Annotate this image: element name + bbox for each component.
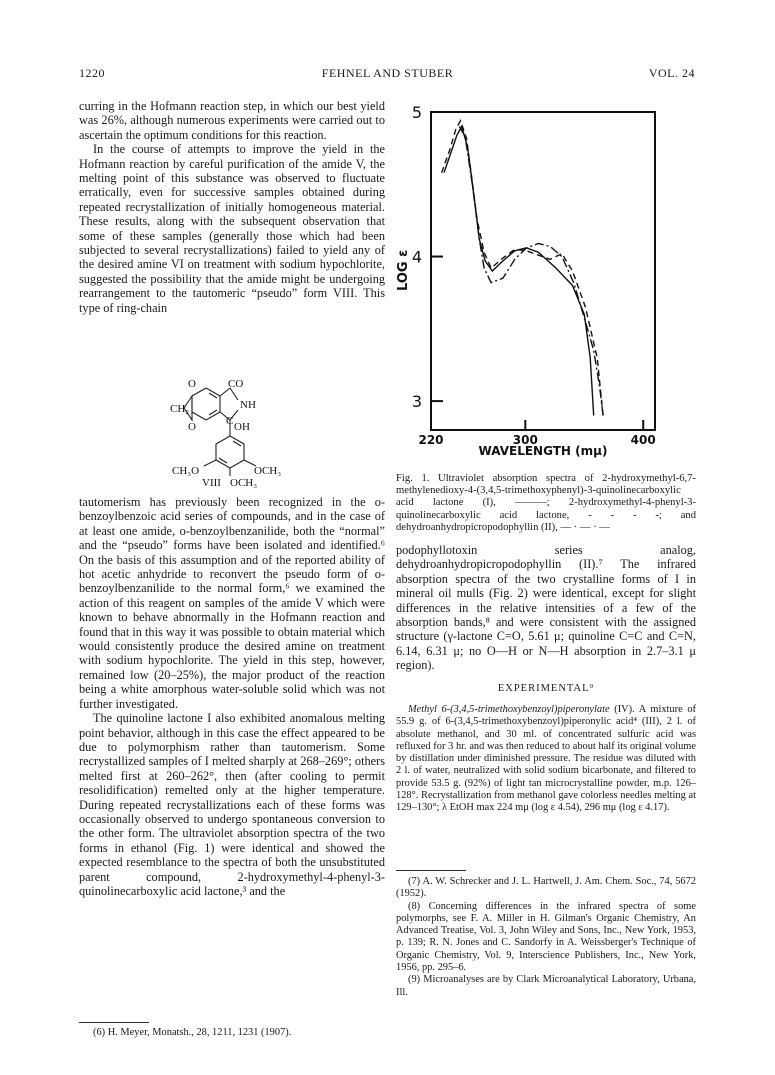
footnote-rule <box>79 1022 149 1023</box>
footnote-9: (9) Microanalyses are by Clark Microanalytical Laboratory, Urbana, Ill. <box>396 974 696 998</box>
footnote-rule <box>396 870 466 871</box>
label-oh: OH <box>234 421 250 433</box>
x-tick-label: 300 <box>512 433 538 447</box>
series-line-dashed <box>442 121 603 416</box>
series-line-solid <box>444 127 594 416</box>
experimental-text <box>396 704 696 815</box>
volume-number: VOL. 24 <box>648 66 695 80</box>
footnotes-right <box>396 876 696 999</box>
paragraph: tautomerism has previously been recognized in the o-benzoylbenzoic acid series of compounds, and in the case of at least one amide, o-benzoylbenzanilide, both the “normal” and the “pseudo” forms have been isolated and identified.⁶ On the basis of this assumption and of the reported ability of hot acetic anhydride to reconvert the pseudo form of o-benzoylbenzanilide to the normal form,⁶ we examined the action of this reagent on samples of the amide V which were known to behave abnormally in the Hofmann reaction and found that in this way it was possible to obtain material which would consistently produce the desired amine on treatment with sodium hypochlorite. The yield in this step, however, remained low (20–25%), the major product of the reaction being a white amorphous water-soluble solid which was not further investigated. <box>79 495 385 711</box>
paragraph: podophyllotoxin series analog, dehydroanhydropicropodophyllin (II).⁷ The infrared absorption spectra of the two crystalline forms of I in mineral oil mulls (Fig. 2) were identical, except for slight differences in the relative intensities of a few of the absorption bands,⁸ and were consistent with the assigned structure (γ-lactone C=O, 5.61 μ; quinoline C=C and C=N, 6.14, 6.31 μ; no O—H or N—H absorption in 2.7–3.1 μ region). <box>396 543 696 673</box>
experimental-heading: EXPERIMENTAL⁹ <box>497 683 595 694</box>
label-o-top: O <box>188 378 196 390</box>
x-tick-label: 220 <box>418 433 444 447</box>
compound-label: VIII <box>202 477 221 489</box>
figure-1-chart <box>395 98 695 460</box>
compound-number: (IV). <box>609 704 635 715</box>
y-axis-label: LOG ε <box>396 249 411 291</box>
left-column-top <box>79 99 385 315</box>
label-och3-right: OCH₃ <box>254 465 282 477</box>
plot-frame <box>431 112 655 430</box>
right-column <box>396 543 696 673</box>
paragraph: In the course of attempts to improve the yield in the Hofmann reaction by careful purification of the amide V, the melting point of this substance was observed to fluctuate erratically, even for successive samples obtained during repeated recrystallization of initially homogeneous material. These results, along with the subsequent observation that some of these samples (generally those which had been subjected to several recrystallizations) failed to yield any of the desired amine VI on treatment with sodium hypochlorite, suggested the possibility that the amide might be undergoing rearrangement to the tautomeric “pseudo” form VIII. This type of ring-chain <box>79 142 385 315</box>
label-ch3o: CH₃O <box>172 465 200 477</box>
structure-viii <box>168 378 328 498</box>
paragraph: curring in the Hofmann reaction step, in which our best yield was 26%, although numerous experiments were carried out to ascertain the optimum conditions for this reaction. <box>79 99 385 142</box>
y-tick-label: 5 <box>411 103 423 122</box>
y-tick-label: 3 <box>411 392 423 412</box>
procedure-text: A mixture of 55.9 g. of 6-(3,4,5-trimethoxybenzoyl)piperonylic acid⁴ (III), 2 l. of absolute methanol, and 30 ml. of concentrated sulfuric acid was refluxed for 3 hr. and was then reduced to about half its original volume by distillation under diminished pressure. The residue was diluted with 2 l. of water, neutralized with solid sodium bicarbonate, and filtered to provide 53.5 g. (92%) of light tan microcrystalline powder, m.p. 126–128°. Recrystallization from methanol gave colorless needles melting at 129–130°; λ EtOH max 224 mμ (log ε 4.54), 296 mμ (log ε 4.17). <box>396 704 696 814</box>
x-tick-label: 400 <box>630 433 656 447</box>
label-co: CO <box>228 378 244 390</box>
footnote-6: (6) H. Meyer, Monatsh., 28, 1211, 1231 (1907). <box>93 1027 292 1038</box>
series-line-dash-dot <box>459 127 603 416</box>
footnote-8: (8) Concerning differences in the infrared spectra of some polymorphs, see F. A. Miller in H. Gilman's Organic Chemistry, An Advanced Treatise, Vol. 3, John Wiley and Sons, Inc., New York, 1953, p. 139; R. N. Jones and C. Sandorfy in A. Weissberger's Technique of Organic Chemistry, Vol. 9, Interscience Publishers, Inc., New York, 1956, pp. 295–6. <box>396 900 696 974</box>
y-tick-label: 4 <box>411 247 423 267</box>
label-ch2: CH₂ <box>170 403 190 415</box>
figure-caption: Fig. 1. Ultraviolet absorption spectra of 2-hydroxymethyl-6,7-methylenedioxy-4-(3,4,5-trimethoxyphenyl)-3-quinolinecarboxylic acid lactone (I), ———; 2-hydroxymethyl-4-phenyl-3-quinolinecarboxylic acid lactone, - - - -; and dehydroanhydropicropodophyllin (II), — · — · — <box>396 473 696 533</box>
label-och3-bottom: OCH₃ <box>230 477 258 489</box>
label-nh: NH <box>240 399 256 411</box>
x-axis-label: WAVELENGTH (mμ) <box>478 444 608 458</box>
page-number: 1220 <box>79 66 105 80</box>
running-title: FEHNEL AND STUBER <box>321 66 454 80</box>
compound-title: Methyl 6-(3,4,5-trimethoxybenzoyl)piperonylate <box>408 704 610 715</box>
label-c: C <box>226 415 234 427</box>
paragraph: The quinoline lactone I also exhibited anomalous melting point behavior, although in this case the effect appeared to be due to polymorphism rather than tautomerism. Some recrystallized samples of I melted sharply at 268–269°; others melted first at 260–262°, then (after cooling to permit resolidification) remelted only at the higher temperature. During repeated recrystallizations each of these forms was occasionally observed to undergo spontaneous conversion to the other form. The ultraviolet absorption spectra of the two forms in ethanol (Fig. 1) were identical and showed the expected resemblance to the spectra of both the unsubstituted parent compound, 2-hydroxymethyl-4-phenyl-3-quinolinecarboxylic acid lactone,³ and the <box>79 711 385 898</box>
footnote-7: (7) A. W. Schrecker and J. L. Hartwell, J. Am. Chem. Soc., 74, 5672 (1952). <box>396 876 696 900</box>
label-o-bottom: O <box>188 421 196 433</box>
left-column-bottom <box>79 495 385 898</box>
